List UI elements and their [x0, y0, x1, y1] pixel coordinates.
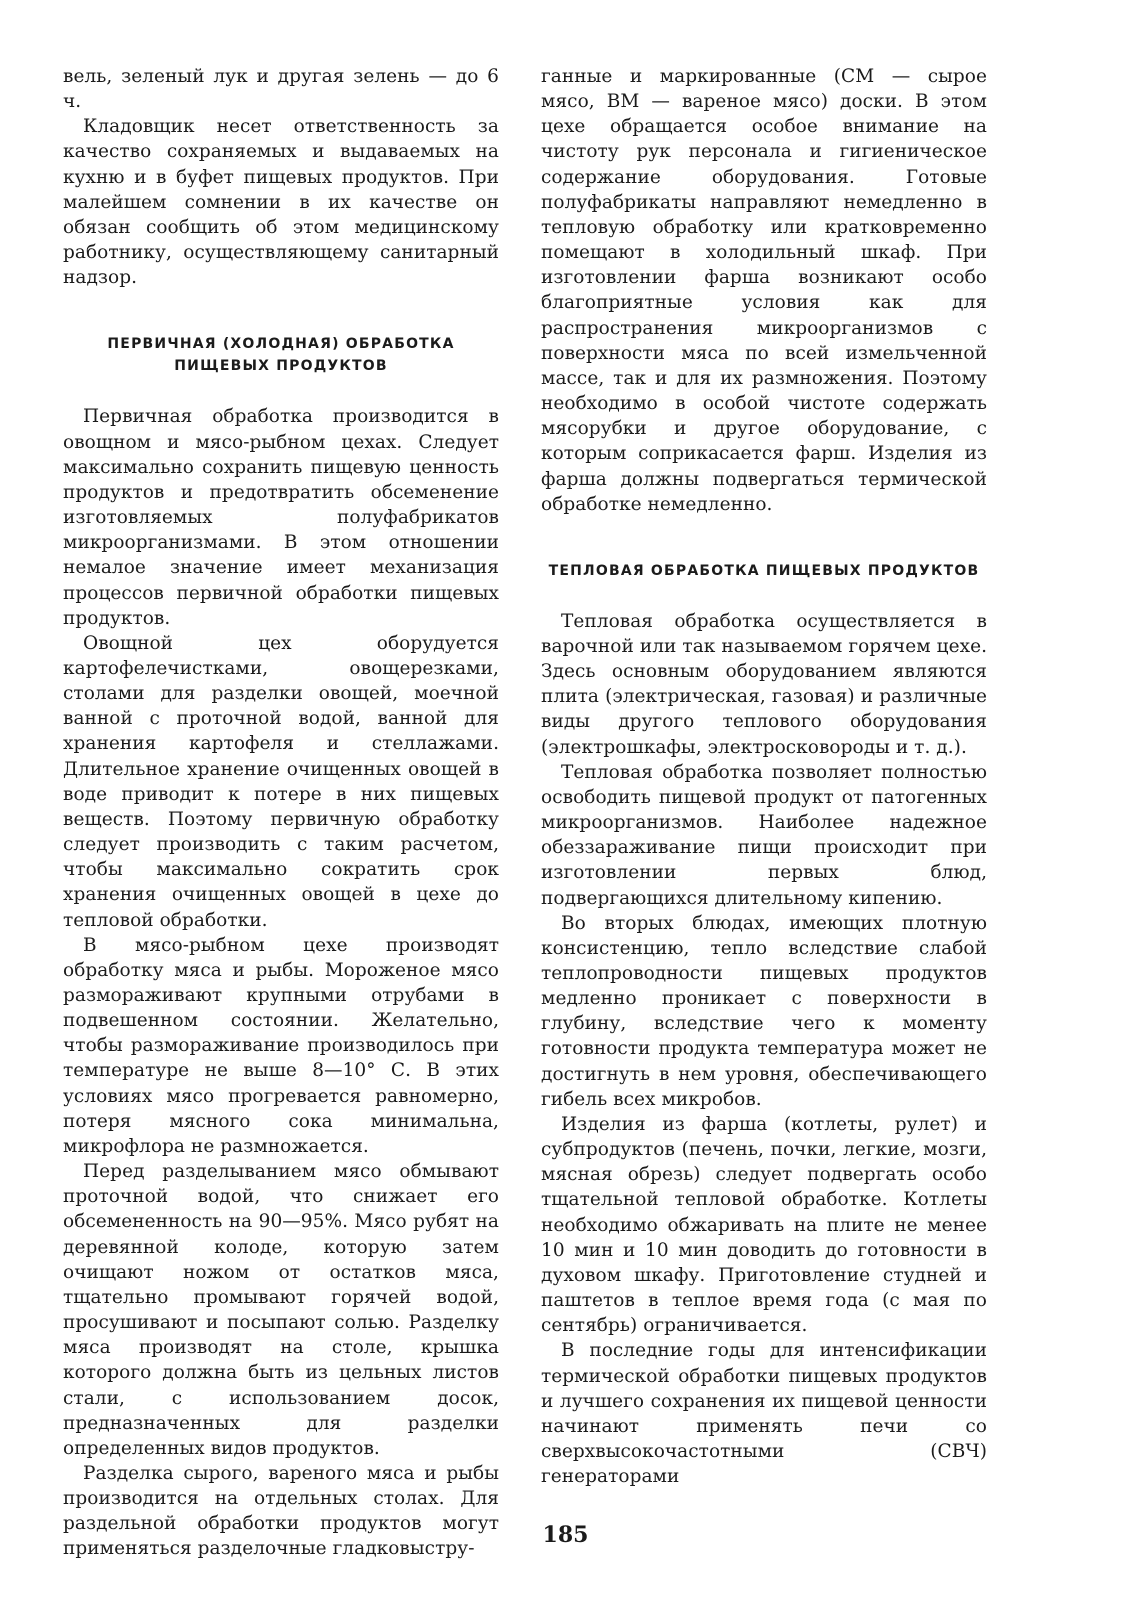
section-heading: ТЕПЛОВАЯ ОБРАБОТКА ПИЩЕВЫХ ПРОДУКТОВ	[548, 562, 980, 579]
left-column	[63, 64, 499, 1562]
paragraph: Разделка сырого, вареного мяса и рыбы производится на отдельных столах. Для раздельной обработки продуктов могут применяться разделочные гладковыстру-	[63, 1462, 499, 1560]
paragraph: Овощной цех оборудуется картофелечистками, овощерезками, столами для разделки овощей, моечной ванной с проточной водой, ванной для хранения картофеля и стеллажами. Длительное хранение очищенных овощей в воде приводит к потере в них пищевых веществ. Поэтому первичную обработку следует производить с таким расчетом, чтобы максимально сократить срок хранения очищенных овощей в цехе до тепловой обработки.	[63, 632, 499, 931]
paragraph: вель, зеленый лук и другая зелень — до 6 ч.	[63, 66, 499, 113]
paragraph: Кладовщик несет ответственность за качество сохраняемых и выдаваемых на кухню и в буфет пищевых продуктов. При малейшем сомнении в их качестве он обязан сообщить об этом медицинскому работнику, осуществляющему санитарный надзор.	[63, 116, 499, 289]
paragraph: Во вторых блюдах, имеющих плотную консистенцию, тепло вследствие слабой теплопроводности пищевых продуктов медленно проникает с поверхности в глубину, вследствие чего к моменту готовности продукта температура может не достигнуть в нем уровня, обеспечивающего гибель всех микробов.	[541, 912, 987, 1110]
page-number: 185	[542, 1522, 589, 1548]
paragraph: Изделия из фарша (котлеты, рулет) и субпродуктов (печень, почки, легкие, мозги, мясная обрезь) следует подвергать особо тщательной тепловой обработке. Котлеты необходимо обжаривать на плите не менее 10 мин и 10 мин доводить до готовности в духовом шкафу. Приготовление студней и паштетов в теплое время года (с мая по сентябрь) ограничивается.	[541, 1113, 987, 1337]
paragraph: В последние годы для интенсификации термической обработки пищевых продуктов и лучшего сохранения их пищевой ценности начинают применять печи со сверхвысокочастотными (СВЧ) генераторами	[541, 1340, 987, 1488]
paragraph: Тепловая обработка осуществляется в варочной или так называемом горячем цехе. Здесь основным оборудованием являются плита (электрическая, газовая) и различные виды другого теплового оборудования (электрошкафы, электросковороды и т. д.).	[541, 610, 987, 758]
paragraph: Тепловая обработка позволяет полностью освободить пищевой продукт от патогенных микроорганизмов. Наиболее надежное обеззараживание пищи происходит при изготовлении первых блюд, подвергающихся длительному кипению.	[541, 761, 987, 909]
right-column	[541, 64, 987, 1489]
section-heading: ПЕРВИЧНАЯ (ХОЛОДНАЯ) ОБРАБОТКА ПИЩЕВЫХ ПРОДУКТОВ	[107, 336, 455, 375]
paragraph: Перед разделыванием мясо обмывают проточной водой, что снижает его обсемененность на 90—95%. Мясо рубят на деревянной колоде, которую затем очищают ножом от остатков мяса, тщательно промывают горячей водой, просушивают и посыпают солью. Разделку мяса производят на столе, крышка которого должна быть из цельных листов стали, с использованием досок, предназначенных для разделки определенных видов продуктов.	[63, 1161, 499, 1459]
paragraph: Первичная обработка производится в овощном и мясо-рыбном цехах. Следует максимально сохранить пищевую ценность продуктов и предотвратить обсеменение изготовляемых полуфабрикатов микроорганизмами. В этом отношении немалое значение имеет механизация процессов первичной обработки пищевых продуктов.	[63, 406, 499, 629]
paragraph: В мясо-рыбном цехе производят обработку мяса и рыбы. Мороженое мясо размораживают крупными отрубами в подвешенном состоянии. Желательно, чтобы размораживание производилось при температуре не выше 8—10° С. В этих условиях мясо прогревается равномерно, потеря мясного сока минимальна, микрофлора не размножается.	[63, 934, 499, 1157]
paragraph: ганные и маркированные (СМ — сырое мясо, ВМ — вареное мясо) доски. В этом цехе обращается особое внимание на чистоту рук персонала и гигиеническое содержание оборудования. Готовые полуфабрикаты направляют немедленно в тепловую обработку или кратковременно помещают в холодильный шкаф. При изготовлении фарша возникают особо благоприятные условия как для распространения микроорганизмов с поверхности мяса по всей измельченной массе, так и для их размножения. Поэтому необходимо в особой чистоте содержать мясорубки и другое оборудование, с которым соприкасается фарш. Изделия из фарша должны подвергаться термической обработке немедленно.	[541, 66, 987, 515]
